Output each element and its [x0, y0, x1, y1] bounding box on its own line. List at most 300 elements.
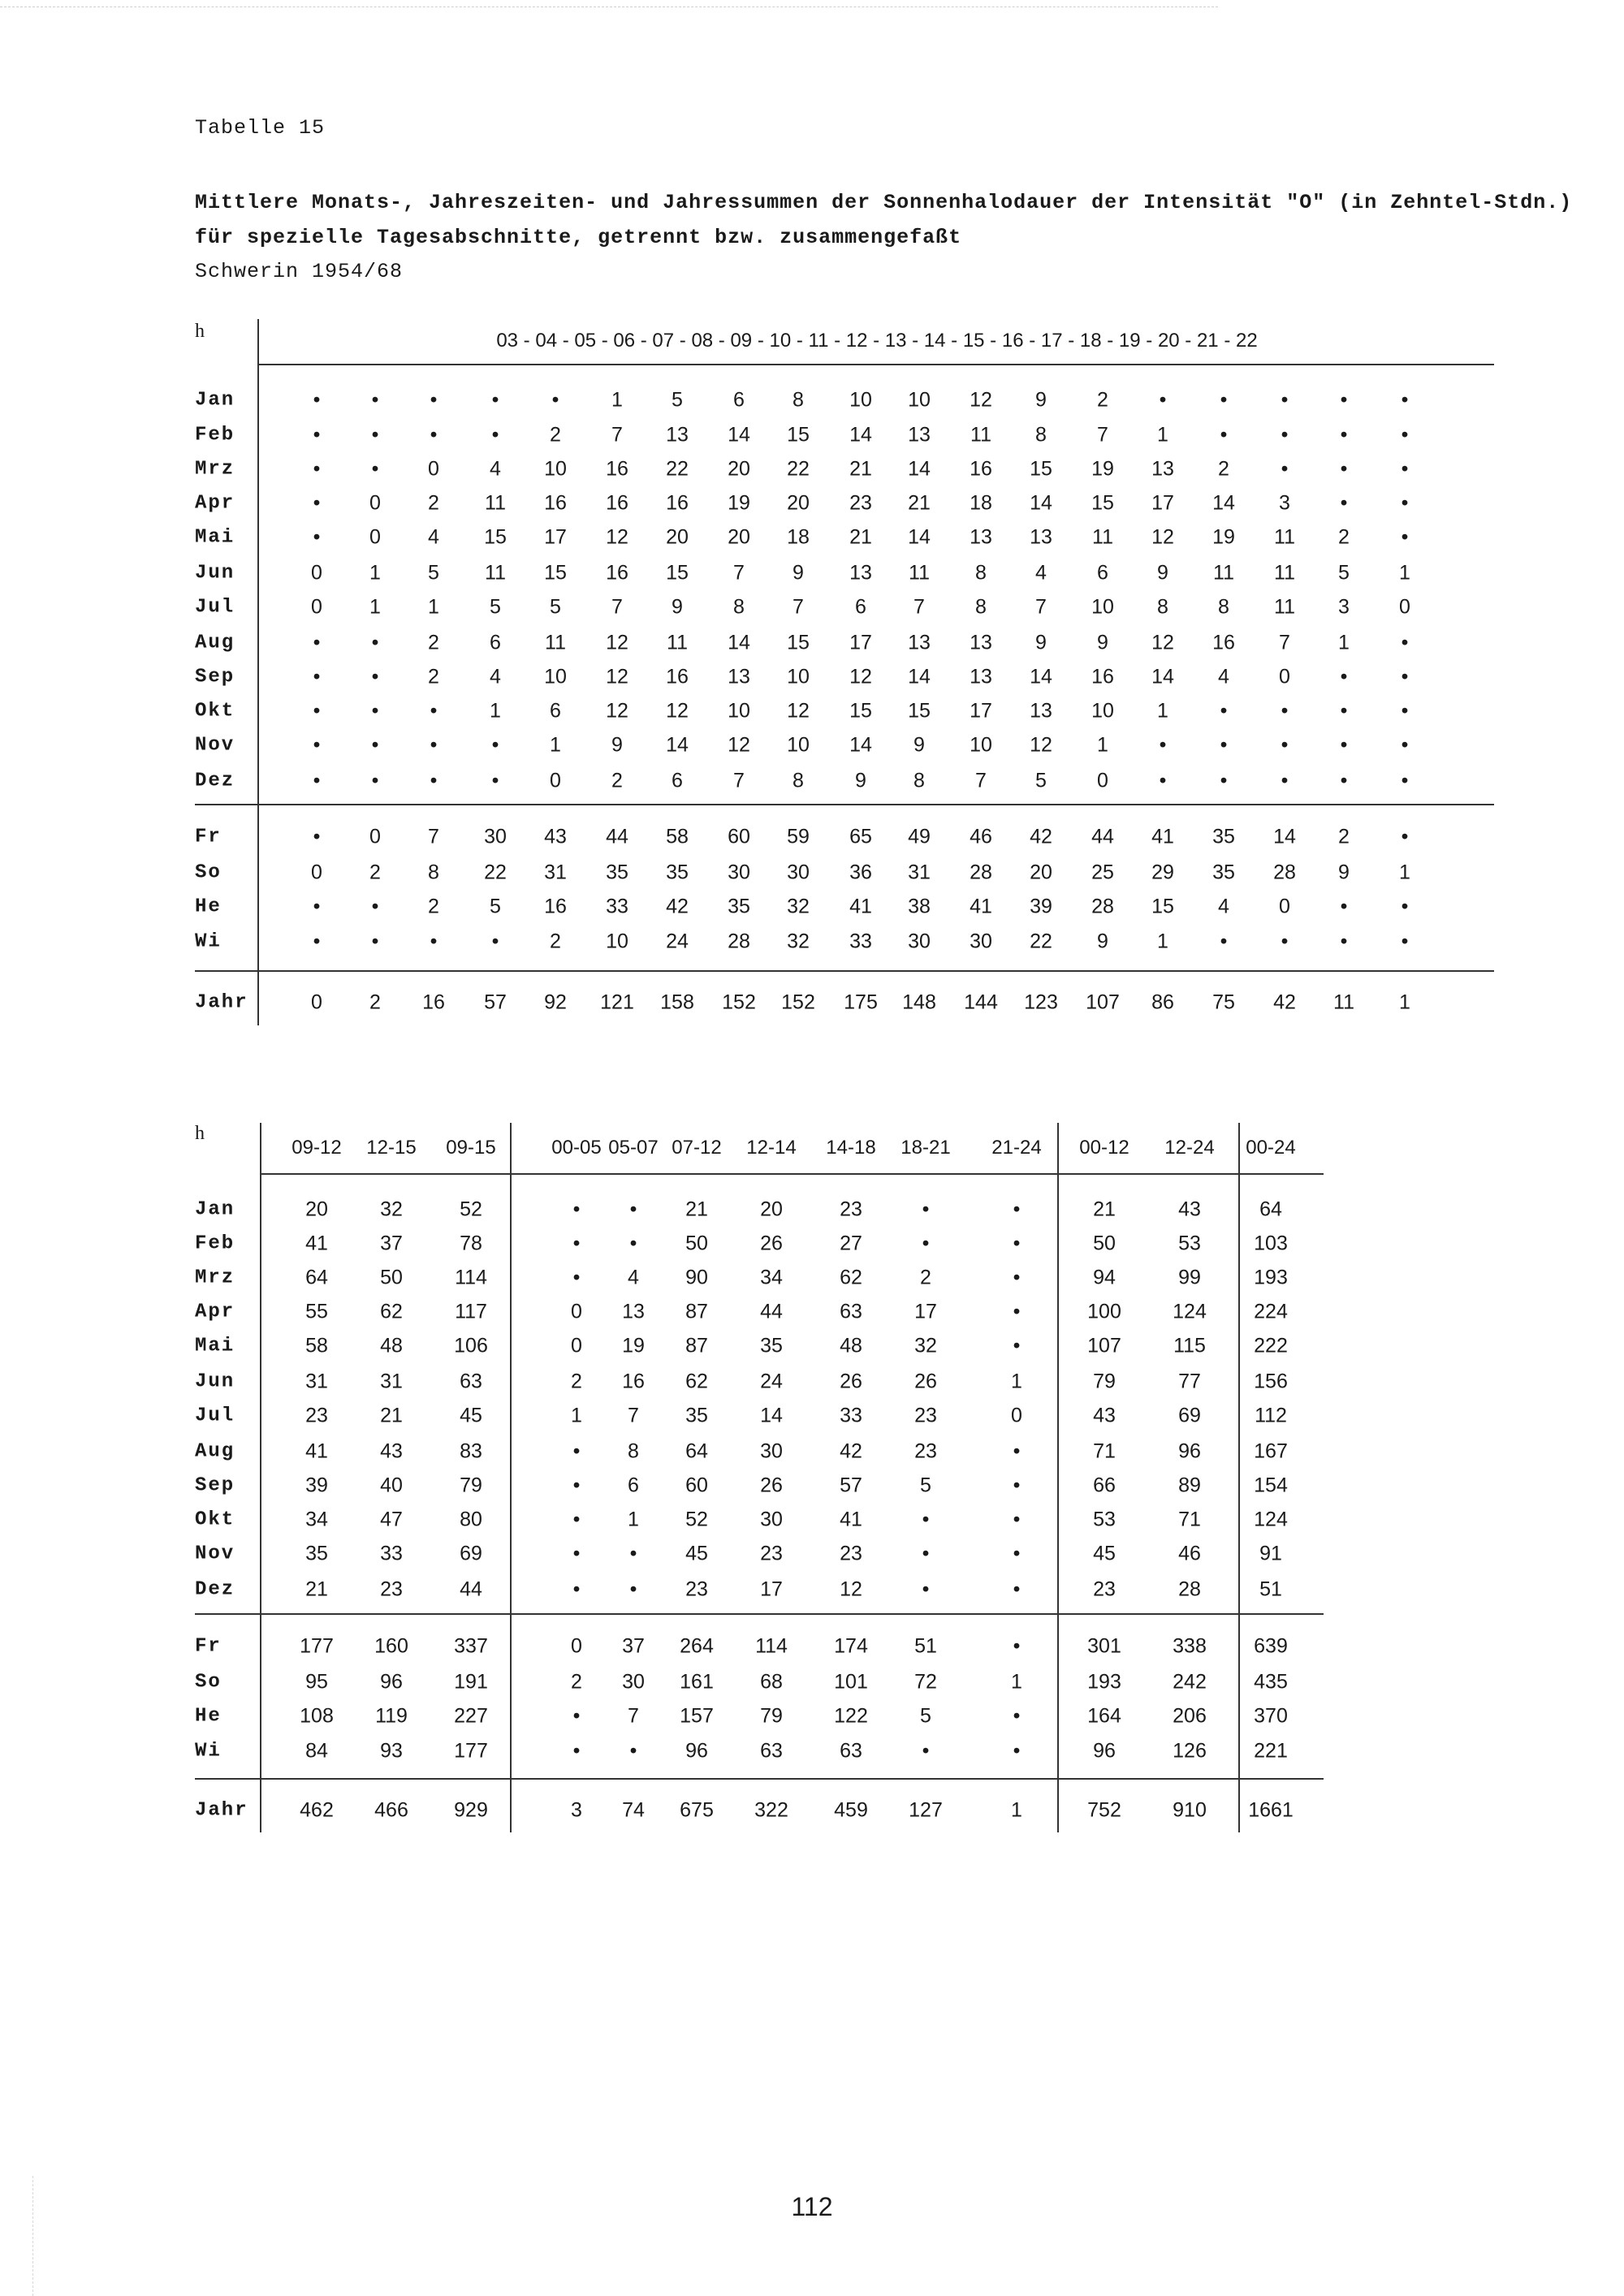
table-cell: 2 [550, 930, 561, 953]
table-cell: 21 [908, 491, 931, 515]
table-cell: 2 [1218, 457, 1229, 481]
table-cell: 1 [1157, 699, 1168, 723]
table-cell: 10 [849, 388, 872, 412]
table-cell: 2 [550, 423, 561, 447]
table-cell: 0 [571, 1334, 582, 1357]
table-cell: 4 [1218, 665, 1229, 688]
table-cell: 152 [722, 990, 756, 1014]
table-cell: 103 [1254, 1232, 1288, 1255]
table-cell: • [572, 1542, 581, 1565]
table-cell: 227 [454, 1704, 488, 1728]
table-cell: • [371, 665, 379, 688]
table-cell: 46 [970, 825, 992, 848]
table-cell: 49 [908, 825, 931, 848]
table-cell: 41 [1151, 825, 1174, 848]
row-label: Apr [195, 1301, 235, 1323]
table-cell: 124 [1173, 1300, 1207, 1323]
table-cell: 19 [1212, 525, 1235, 549]
table-cell: • [1340, 457, 1348, 481]
table-cell: 26 [914, 1370, 937, 1393]
table-cell: 462 [300, 1798, 334, 1822]
group-divider [510, 1123, 512, 1832]
table-cell: 144 [964, 990, 998, 1014]
table-cell: 42 [1030, 825, 1052, 848]
table-cell: 71 [1093, 1439, 1116, 1463]
table-cell: 0 [1097, 769, 1108, 792]
table-cell: 1 [1399, 861, 1410, 884]
table-cell: 35 [685, 1404, 708, 1427]
table-cell: 94 [1093, 1266, 1116, 1289]
table-cell: 338 [1173, 1634, 1207, 1658]
row-label: Fr [195, 1635, 222, 1658]
table-cell: 0 [571, 1300, 582, 1323]
table-cell: • [371, 769, 379, 792]
table-cell: 12 [606, 699, 628, 723]
table-cell: 160 [374, 1634, 408, 1658]
table-cell: 17 [544, 525, 567, 549]
table-cell: 7 [428, 825, 439, 848]
table-cell: • [313, 895, 321, 918]
table-cell: 12 [1030, 733, 1052, 757]
table-cell: 20 [728, 525, 750, 549]
table-cell: 0 [1279, 895, 1290, 918]
table-cell: • [1013, 1704, 1021, 1728]
column-header: 00-05 [551, 1137, 602, 1159]
table-cell: 15 [544, 561, 567, 585]
table-cell: 66 [1093, 1474, 1116, 1497]
table-cell: 5 [490, 595, 501, 619]
table-cell: 910 [1173, 1798, 1207, 1822]
table-cell: 1 [611, 388, 623, 412]
table-cell: • [430, 769, 438, 792]
table-cell: 5 [550, 595, 561, 619]
table-cell: 69 [1178, 1404, 1201, 1427]
table-cell: • [1340, 388, 1348, 412]
table-cell: • [572, 1232, 581, 1255]
table-cell: 34 [760, 1266, 783, 1289]
table-cell: 13 [622, 1300, 645, 1323]
table-cell: • [1281, 930, 1289, 953]
table-cell: 2 [1097, 388, 1108, 412]
table-cell: 106 [454, 1334, 488, 1357]
table-cell: 30 [728, 861, 750, 884]
table-cell: 62 [685, 1370, 708, 1393]
table-cell: 193 [1254, 1266, 1288, 1289]
table-cell: 12 [606, 631, 628, 654]
table-cell: • [313, 388, 321, 412]
table-cell: 15 [666, 561, 689, 585]
table-cell: • [371, 388, 379, 412]
table-cell: • [371, 423, 379, 447]
table-cell: 1 [428, 595, 439, 619]
table-cell: • [1401, 769, 1409, 792]
table-cell: 13 [970, 525, 992, 549]
table-cell: 44 [1091, 825, 1114, 848]
table-cell: 35 [728, 895, 750, 918]
table-cell: 17 [970, 699, 992, 723]
table-cell: 11 [1274, 525, 1295, 549]
table-cell: 30 [484, 825, 507, 848]
row-label: Feb [195, 1232, 235, 1255]
table-cell: 117 [455, 1300, 487, 1323]
table-cell: 101 [834, 1670, 868, 1694]
table-cell: 152 [781, 990, 815, 1014]
column-header: 12-24 [1164, 1137, 1215, 1159]
table-cell: 23 [840, 1542, 862, 1565]
table-cell: 16 [544, 491, 567, 515]
table-cell: 0 [428, 457, 439, 481]
row-label: Sep [195, 1474, 235, 1497]
table-cell: 10 [1091, 595, 1114, 619]
group-divider [1057, 1123, 1059, 1832]
table-cell: • [1401, 491, 1409, 515]
table-cell: 1 [1157, 930, 1168, 953]
table-cell: 8 [628, 1439, 639, 1463]
table-cell: 26 [840, 1370, 862, 1393]
table-cell: 39 [1030, 895, 1052, 918]
table-cell: • [1281, 733, 1289, 757]
table-cell: • [1401, 457, 1409, 481]
table-cell: 14 [849, 733, 872, 757]
table-cell: 44 [760, 1300, 783, 1323]
table-cell: 32 [787, 930, 810, 953]
table-cell: 17 [1151, 491, 1174, 515]
caption-line-2: für spezielle Tagesabschnitte, getrennt bzw. zusammengefaßt [195, 226, 962, 249]
table-cell: 8 [793, 769, 804, 792]
table-cell: 79 [760, 1704, 783, 1728]
row-label: Wi [195, 930, 222, 953]
month-block-rule [195, 1613, 1324, 1615]
table-cell: 466 [374, 1798, 408, 1822]
table-cell: 14 [728, 423, 750, 447]
table-cell: 15 [849, 699, 872, 723]
row-label: So [195, 861, 222, 884]
table-cell: 55 [305, 1300, 328, 1323]
table-cell: 60 [685, 1474, 708, 1497]
table-cell: 1 [1338, 631, 1350, 654]
table-cell: 11 [970, 423, 991, 447]
table-cell: • [491, 423, 499, 447]
table-cell: • [1401, 699, 1409, 723]
table-cell: 96 [1093, 1739, 1116, 1763]
table-cell: 11 [1333, 990, 1354, 1014]
table-cell: 31 [380, 1370, 403, 1393]
table-cell: 1 [1399, 561, 1410, 585]
table-cell: 13 [666, 423, 689, 447]
table-cell: 35 [606, 861, 628, 884]
table-cell: 32 [380, 1198, 403, 1221]
table-cell: 124 [1254, 1508, 1288, 1531]
table-cell: 53 [1178, 1232, 1201, 1255]
table-cell: 11 [1274, 561, 1295, 585]
table-cell: 30 [622, 1670, 645, 1694]
table-cell: 16 [422, 990, 445, 1014]
table-cell: • [313, 930, 321, 953]
table-cell: 28 [1178, 1577, 1201, 1601]
table-cell: 91 [1259, 1542, 1282, 1565]
table-cell: 16 [606, 561, 628, 585]
table-cell: 44 [606, 825, 628, 848]
table-cell: 32 [914, 1334, 937, 1357]
table-cell: 92 [544, 990, 567, 1014]
table-cell: 221 [1254, 1739, 1288, 1763]
table-cell: • [313, 491, 321, 515]
h-axis-label: h [195, 1123, 205, 1144]
table-cell: 35 [305, 1542, 328, 1565]
row-label: Jan [195, 1198, 235, 1221]
table-cell: • [1401, 733, 1409, 757]
table-cell: 10 [544, 457, 567, 481]
table-cell: 7 [628, 1404, 639, 1427]
table-cell: • [1340, 769, 1348, 792]
table-cell: 222 [1254, 1334, 1288, 1357]
table-cell: 96 [685, 1739, 708, 1763]
table-cell: 9 [1035, 388, 1047, 412]
table-cell: 3 [1338, 595, 1350, 619]
table-cell: • [1159, 388, 1167, 412]
season-block-rule [195, 1778, 1324, 1780]
table-cell: 26 [760, 1232, 783, 1255]
table-cell: • [1220, 388, 1228, 412]
table-cell: • [1220, 423, 1228, 447]
table-label: Tabelle 15 [195, 116, 326, 140]
table-cell: 0 [311, 861, 322, 884]
table-cell: • [1281, 699, 1289, 723]
table-cell: 14 [908, 457, 931, 481]
table-cell: 12 [606, 665, 628, 688]
table-cell: 58 [305, 1334, 328, 1357]
column-header: 18-21 [901, 1137, 951, 1159]
table-cell: 63 [460, 1370, 482, 1393]
table-cell: 2 [611, 769, 623, 792]
table-cell: 175 [844, 990, 878, 1014]
table-cell: 53 [1093, 1508, 1116, 1531]
table-cell: 63 [760, 1739, 783, 1763]
table-cell: • [1013, 1739, 1021, 1763]
table-cell: 19 [1091, 457, 1114, 481]
table-cell: 23 [1093, 1577, 1116, 1601]
row-label: Jahr [195, 1799, 248, 1822]
row-label: Okt [195, 1508, 235, 1531]
table-cell: 33 [849, 930, 872, 953]
table-cell: • [1340, 895, 1348, 918]
table-cell: • [313, 457, 321, 481]
table-cell: 83 [460, 1439, 482, 1463]
table-cell: 28 [970, 861, 992, 884]
table-cell: 60 [728, 825, 750, 848]
table-cell: 40 [380, 1474, 403, 1497]
table-cell: 301 [1087, 1634, 1121, 1658]
table-cell: 95 [305, 1670, 328, 1694]
table-cell: 7 [1279, 631, 1290, 654]
row-label: Fr [195, 826, 222, 848]
table-cell: 23 [305, 1404, 328, 1427]
table-cell: 44 [460, 1577, 482, 1601]
table-cell: • [1281, 457, 1289, 481]
table-cell: 459 [834, 1798, 868, 1822]
table-cell: 12 [728, 733, 750, 757]
table-cell: • [572, 1739, 581, 1763]
table-cell: 38 [908, 895, 931, 918]
table-cell: • [572, 1439, 581, 1463]
group-divider [1238, 1123, 1240, 1832]
table-cell: 63 [840, 1739, 862, 1763]
table-cell: • [1013, 1634, 1021, 1658]
row-label: Wi [195, 1740, 222, 1763]
table-cell: 13 [1151, 457, 1174, 481]
table-cell: 11 [545, 631, 566, 654]
table-cell: • [313, 423, 321, 447]
table-cell: • [1220, 769, 1228, 792]
table-cell: 11 [1274, 595, 1295, 619]
row-label: He [195, 1705, 222, 1728]
table-cell: 14 [908, 525, 931, 549]
table-cell: • [371, 699, 379, 723]
table-cell: 6 [855, 595, 866, 619]
table-cell: 20 [305, 1198, 328, 1221]
table-cell: 9 [1338, 861, 1350, 884]
table-cell: • [1401, 930, 1409, 953]
table-cell: • [1013, 1439, 1021, 1463]
table-cell: 127 [909, 1798, 943, 1822]
table-cell: 8 [1157, 595, 1168, 619]
table-cell: 59 [787, 825, 810, 848]
table-cell: 242 [1173, 1670, 1207, 1694]
table-cell: 33 [840, 1404, 862, 1427]
table-cell: 30 [760, 1439, 783, 1463]
table-cell: 8 [428, 861, 439, 884]
table-cell: 5 [920, 1474, 931, 1497]
table-cell: 1 [550, 733, 561, 757]
table-cell: 9 [1035, 631, 1047, 654]
table-cell: 2 [369, 990, 381, 1014]
table-cell: 29 [1151, 861, 1174, 884]
table-cell: 17 [914, 1300, 937, 1323]
table-cell: 5 [672, 388, 683, 412]
column-header: 09-12 [292, 1137, 342, 1159]
table-cell: 14 [908, 665, 931, 688]
table-cell: 41 [849, 895, 872, 918]
table-cell: 48 [840, 1334, 862, 1357]
table-cell: 78 [460, 1232, 482, 1255]
table-cell: • [922, 1542, 930, 1565]
table-cell: 20 [728, 457, 750, 481]
table-cell: • [430, 388, 438, 412]
table-cell: 43 [380, 1439, 403, 1463]
table-cell: 0 [369, 525, 381, 549]
table-cell: 30 [970, 930, 992, 953]
table-cell: 52 [685, 1508, 708, 1531]
table-cell: 9 [672, 595, 683, 619]
table-cell: • [1013, 1232, 1021, 1255]
table-cell: 7 [1097, 423, 1108, 447]
table-cell: 86 [1151, 990, 1174, 1014]
table-cell: 16 [606, 491, 628, 515]
row-label: Apr [195, 492, 235, 515]
table-cell: 370 [1254, 1704, 1288, 1728]
table-cell: 122 [834, 1704, 868, 1728]
row-label: Aug [195, 1440, 235, 1463]
table-cell: 435 [1254, 1670, 1288, 1694]
table-cell: 8 [975, 561, 987, 585]
table-cell: 6 [672, 769, 683, 792]
table-cell: 20 [1030, 861, 1052, 884]
table-cell: 32 [787, 895, 810, 918]
table-cell: 42 [840, 1439, 862, 1463]
table-cell: 12 [1151, 631, 1174, 654]
table-cell: • [1013, 1474, 1021, 1497]
table-cell: 7 [793, 595, 804, 619]
table-cell: 11 [485, 561, 506, 585]
table-cell: 15 [787, 631, 810, 654]
row-label: Mai [195, 1335, 235, 1357]
table-cell: 114 [755, 1634, 788, 1658]
table-cell: 28 [1273, 861, 1296, 884]
table-cell: 21 [380, 1404, 403, 1427]
table-cell: • [371, 733, 379, 757]
table-cell: 15 [1091, 491, 1114, 515]
table-cell: 51 [914, 1634, 937, 1658]
table-cell: • [572, 1577, 581, 1601]
table-cell: • [922, 1739, 930, 1763]
table-cell: 80 [460, 1508, 482, 1531]
table-cell: • [313, 733, 321, 757]
table-cell: 41 [305, 1439, 328, 1463]
table-cell: 11 [909, 561, 930, 585]
table-cell: 4 [428, 525, 439, 549]
table-cell: • [430, 733, 438, 757]
table-cell: 0 [311, 561, 322, 585]
table-cell: 14 [1212, 491, 1235, 515]
table-cell: • [1159, 769, 1167, 792]
table-cell: 10 [544, 665, 567, 688]
table-cell: • [1340, 699, 1348, 723]
row-label-divider [260, 1123, 261, 1832]
table-cell: 15 [1151, 895, 1174, 918]
table-cell: 1 [628, 1508, 639, 1531]
table-cell: 72 [914, 1670, 937, 1694]
table-cell: 30 [787, 861, 810, 884]
table-cell: 45 [460, 1404, 482, 1427]
table-cell: • [1401, 665, 1409, 688]
column-header: 07-12 [672, 1137, 722, 1159]
table-cell: 0 [1279, 665, 1290, 688]
table-cell: 35 [666, 861, 689, 884]
table-cell: 7 [628, 1704, 639, 1728]
table-cell: 25 [1091, 861, 1114, 884]
table-cell: 62 [840, 1266, 862, 1289]
table-cell: • [1220, 930, 1228, 953]
table-cell: 157 [680, 1704, 714, 1728]
table-cell: 8 [914, 769, 925, 792]
table-cell: • [629, 1542, 637, 1565]
table-cell: 65 [849, 825, 872, 848]
table-cell: 108 [300, 1704, 334, 1728]
table-cell: 17 [760, 1577, 783, 1601]
table-cell: 2 [428, 895, 439, 918]
table-cell: 13 [1030, 699, 1052, 723]
table-cell: 8 [975, 595, 987, 619]
column-header: 05-07 [608, 1137, 659, 1159]
table-cell: • [430, 699, 438, 723]
table-cell: 15 [484, 525, 507, 549]
table-cell: 8 [1218, 595, 1229, 619]
table-cell: 35 [1212, 861, 1235, 884]
table-cell: 21 [685, 1198, 708, 1221]
table-cell: 1 [369, 561, 381, 585]
table-cell: 31 [544, 861, 567, 884]
table-cell: 31 [908, 861, 931, 884]
